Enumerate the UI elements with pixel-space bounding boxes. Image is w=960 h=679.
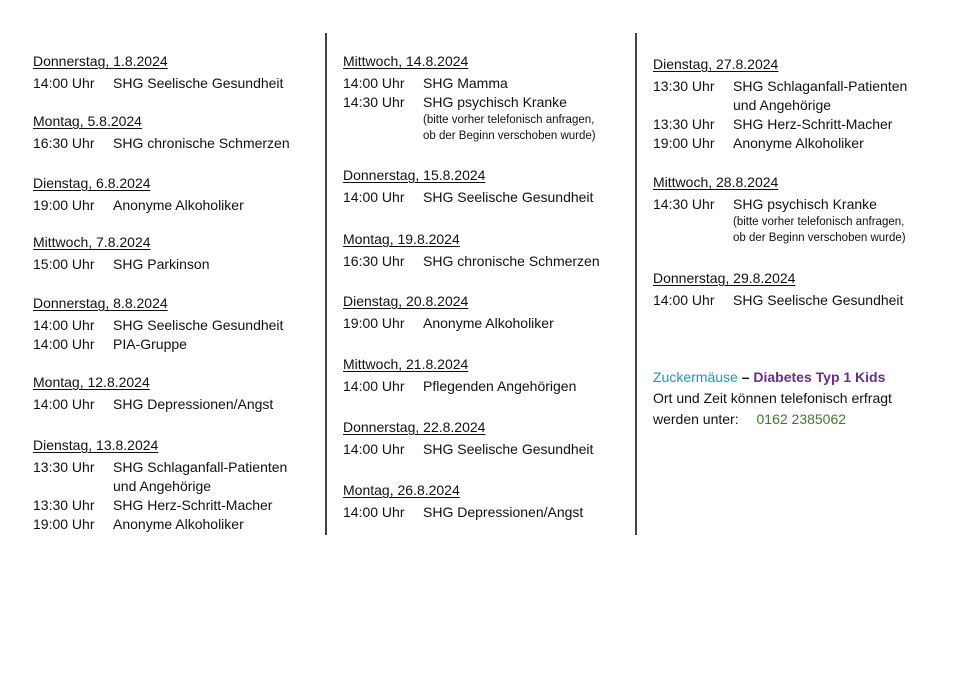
event-time: 14:30 Uhr <box>343 94 405 110</box>
event-time: 15:00 Uhr <box>33 256 95 272</box>
event-row <box>343 314 628 333</box>
day-block <box>343 166 628 230</box>
event-row <box>343 188 628 207</box>
day-header: Mittwoch, 7.8.2024 <box>33 234 151 250</box>
event-row <box>33 458 318 477</box>
event-row <box>33 134 318 153</box>
event-row <box>653 77 943 96</box>
promo-info: Ort und Zeit können telefonisch erfragt <box>653 390 892 406</box>
event-row <box>33 255 318 274</box>
event-name: PIA-Gruppe <box>113 336 187 352</box>
event-time: 14:00 Uhr <box>33 75 95 91</box>
event-row <box>343 74 628 93</box>
day-block <box>33 294 318 373</box>
day-block <box>33 112 318 174</box>
day-block <box>343 355 628 418</box>
event-name: SHG chronische Schmerzen <box>423 253 600 269</box>
event-time: 14:00 Uhr <box>343 75 405 91</box>
day-block <box>33 436 318 534</box>
event-row <box>343 503 628 522</box>
event-time: 19:00 Uhr <box>343 315 405 331</box>
event-time: 14:00 Uhr <box>343 504 405 520</box>
promo-title-line <box>653 367 943 388</box>
event-name: SHG psychisch Kranke <box>733 196 877 212</box>
day-header: Dienstag, 13.8.2024 <box>33 437 159 453</box>
day-header: Dienstag, 6.8.2024 <box>33 175 151 191</box>
day-header: Donnerstag, 15.8.2024 <box>343 167 486 183</box>
event-name: SHG Depressionen/Angst <box>423 504 584 520</box>
event-row <box>653 115 943 134</box>
event-row <box>343 252 628 271</box>
day-header: Donnerstag, 1.8.2024 <box>33 53 168 69</box>
event-name: SHG Depressionen/Angst <box>113 396 274 412</box>
day-block <box>343 418 628 481</box>
event-time: 14:00 Uhr <box>343 378 405 394</box>
schedule-column-2 <box>343 52 628 522</box>
day-block <box>653 269 943 367</box>
day-block <box>653 55 943 173</box>
promo-title: Zuckermäuse <box>653 369 738 385</box>
column-divider <box>325 33 327 535</box>
event-note: (bitte vorher telefonisch anfragen, <box>423 114 595 126</box>
event-row <box>343 377 628 396</box>
column-divider <box>635 33 637 535</box>
day-block <box>33 174 318 233</box>
event-row <box>33 395 318 414</box>
event-name: SHG Schlaganfall-Patienten <box>733 78 908 94</box>
day-header: Mittwoch, 14.8.2024 <box>343 53 469 69</box>
event-name: Anonyme Alkoholiker <box>733 135 864 151</box>
event-name: SHG Herz-Schritt-Macher <box>113 497 273 513</box>
event-name: SHG Herz-Schritt-Macher <box>733 116 893 132</box>
event-name: SHG Seelische Gesundheit <box>423 441 594 457</box>
event-time: 16:30 Uhr <box>33 135 95 151</box>
event-row <box>343 93 628 112</box>
day-block <box>653 173 943 269</box>
day-header: Mittwoch, 21.8.2024 <box>343 356 469 372</box>
event-row <box>653 134 943 153</box>
day-header: Donnerstag, 22.8.2024 <box>343 419 486 435</box>
day-block <box>343 292 628 355</box>
schedule-column-3 <box>653 55 943 430</box>
day-header: Montag, 12.8.2024 <box>33 374 150 390</box>
event-name: SHG Parkinson <box>113 256 210 272</box>
event-time: 14:00 Uhr <box>33 336 95 352</box>
day-header: Montag, 19.8.2024 <box>343 231 460 247</box>
event-name: SHG Schlaganfall-Patienten <box>113 459 288 475</box>
event-row <box>33 515 318 534</box>
event-note: (bitte vorher telefonisch anfragen, <box>733 216 905 228</box>
event-note: ob der Beginn verschoben wurde) <box>733 232 906 244</box>
event-time: 19:00 Uhr <box>33 197 95 213</box>
event-time: 13:30 Uhr <box>653 78 715 94</box>
event-time: 14:00 Uhr <box>653 292 715 308</box>
event-row <box>653 291 943 310</box>
event-row <box>33 196 318 215</box>
event-row <box>33 335 318 354</box>
event-row <box>33 316 318 335</box>
event-name-continuation: und Angehörige <box>733 97 832 113</box>
event-name: SHG Seelische Gesundheit <box>733 292 904 308</box>
event-row <box>343 440 628 459</box>
event-time: 14:00 Uhr <box>343 189 405 205</box>
promo-phone: 0162 2385062 <box>756 411 847 427</box>
event-time: 16:30 Uhr <box>343 253 405 269</box>
promo-contact-line <box>653 409 943 430</box>
event-row <box>33 74 318 93</box>
event-name: SHG psychisch Kranke <box>423 94 567 110</box>
day-header: Dienstag, 27.8.2024 <box>653 56 779 72</box>
event-time: 19:00 Uhr <box>653 135 715 151</box>
day-header: Dienstag, 20.8.2024 <box>343 293 469 309</box>
event-name-continuation: und Angehörige <box>113 478 212 494</box>
day-header: Donnerstag, 8.8.2024 <box>33 295 168 311</box>
day-header: Montag, 5.8.2024 <box>33 113 142 129</box>
event-time: 14:00 Uhr <box>33 317 95 333</box>
day-block <box>343 481 628 522</box>
day-header: Donnerstag, 29.8.2024 <box>653 270 796 286</box>
event-name: Anonyme Alkoholiker <box>113 516 244 532</box>
schedule-column-1 <box>33 52 318 534</box>
day-header: Montag, 26.8.2024 <box>343 482 460 498</box>
promo-block <box>653 367 943 430</box>
day-block <box>33 233 318 294</box>
day-block <box>343 230 628 292</box>
event-row <box>33 496 318 515</box>
event-name: SHG Mamma <box>423 75 508 91</box>
event-name: Anonyme Alkoholiker <box>423 315 554 331</box>
day-block <box>33 52 318 112</box>
day-block <box>343 52 628 166</box>
promo-dash: – <box>741 369 750 385</box>
event-row <box>653 195 943 214</box>
event-time: 19:00 Uhr <box>33 516 95 532</box>
event-name: SHG Seelische Gesundheit <box>423 189 594 205</box>
event-note: ob der Beginn verschoben wurde) <box>423 130 596 142</box>
event-time: 13:30 Uhr <box>33 459 95 475</box>
event-name: Pflegenden Angehörigen <box>423 378 577 394</box>
event-time: 14:00 Uhr <box>33 396 95 412</box>
event-time: 13:30 Uhr <box>33 497 95 513</box>
event-time: 14:30 Uhr <box>653 196 715 212</box>
event-name: SHG chronische Schmerzen <box>113 135 290 151</box>
event-name: Anonyme Alkoholiker <box>113 197 244 213</box>
event-time: 13:30 Uhr <box>653 116 715 132</box>
event-time: 14:00 Uhr <box>343 441 405 457</box>
promo-contact-label: werden unter: <box>653 411 739 427</box>
promo-subtitle: Diabetes Typ 1 Kids <box>753 369 886 385</box>
event-name: SHG Seelische Gesundheit <box>113 317 284 333</box>
day-header: Mittwoch, 28.8.2024 <box>653 174 779 190</box>
event-name: SHG Seelische Gesundheit <box>113 75 284 91</box>
day-block <box>33 373 318 436</box>
